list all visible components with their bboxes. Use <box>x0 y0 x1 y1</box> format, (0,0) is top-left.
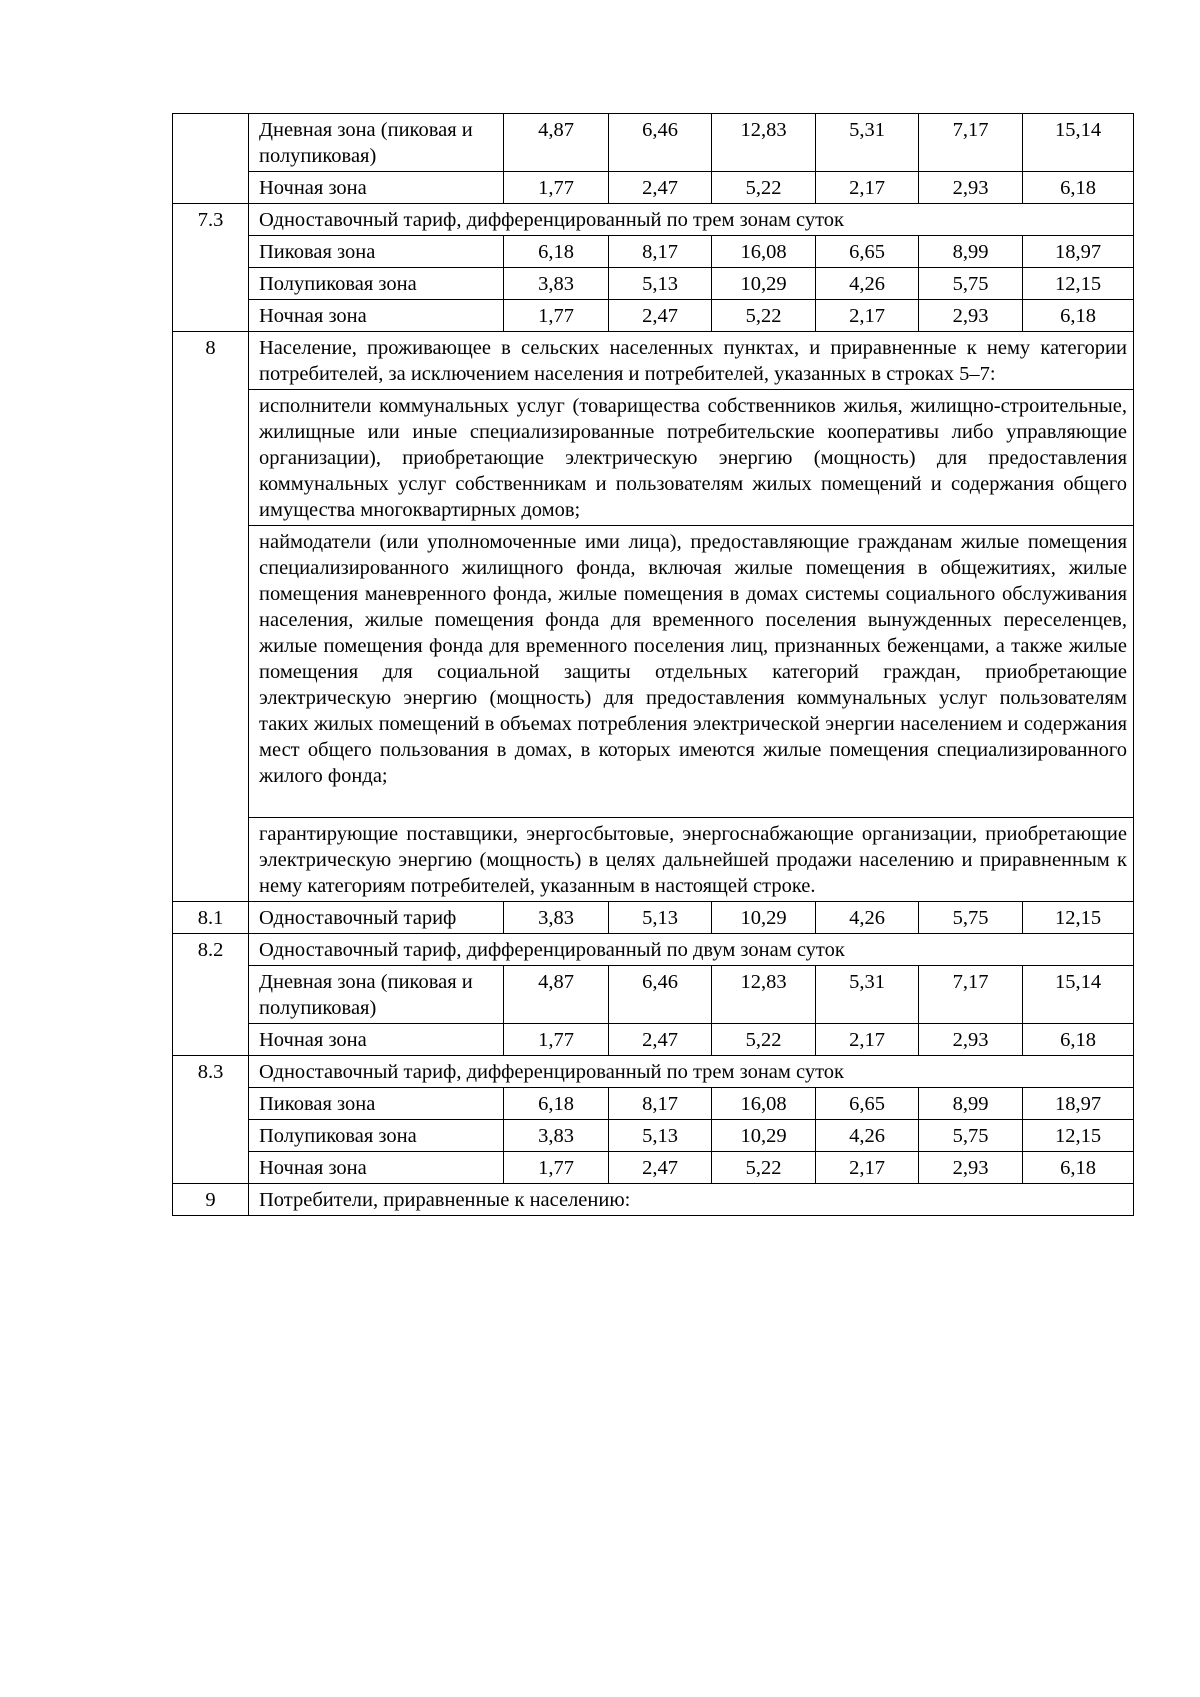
tariff-value: 16,08 <box>712 236 816 268</box>
tariff-value: 12,15 <box>1023 902 1134 934</box>
tariff-value: 2,47 <box>609 1024 712 1056</box>
tariff-value: 6,65 <box>816 1088 919 1120</box>
row-number <box>173 1024 249 1056</box>
table-row <box>173 268 1134 300</box>
tariff-value: 12,15 <box>1023 1120 1134 1152</box>
tariff-value: 1,77 <box>504 1152 609 1184</box>
row-number: 8.1 <box>173 902 249 934</box>
row-label: Дневная зона (пиковая и полупиковая) <box>249 966 504 1024</box>
tariff-value: 6,18 <box>1023 300 1134 332</box>
tariff-value: 3,83 <box>504 902 609 934</box>
tariff-value: 3,83 <box>504 268 609 300</box>
row-number <box>173 818 249 902</box>
row-number <box>173 172 249 204</box>
tariff-value: 5,22 <box>712 172 816 204</box>
tariff-value: 18,97 <box>1023 236 1134 268</box>
tariff-value: 2,17 <box>816 1152 919 1184</box>
tariff-value: 18,97 <box>1023 1088 1134 1120</box>
tariff-value: 6,46 <box>609 966 712 1024</box>
row-label: Одноставочный тариф <box>249 902 504 934</box>
tariff-value: 10,29 <box>712 1120 816 1152</box>
table-row <box>173 1024 1134 1056</box>
tariff-value: 5,75 <box>919 902 1023 934</box>
tariff-value: 5,13 <box>609 1120 712 1152</box>
table-row <box>173 1120 1134 1152</box>
tariff-value: 4,26 <box>816 1120 919 1152</box>
tariff-value: 1,77 <box>504 172 609 204</box>
tariff-value: 16,08 <box>712 1088 816 1120</box>
tariff-value: 5,22 <box>712 1024 816 1056</box>
tariff-value: 8,99 <box>919 1088 1023 1120</box>
row-label: Ночная зона <box>249 300 504 332</box>
tariff-value: 7,17 <box>919 966 1023 1024</box>
row-description: Одноставочный тариф, дифференцированный по трем зонам суток <box>249 1056 1134 1088</box>
tariff-value: 2,17 <box>816 172 919 204</box>
tariff-value: 6,18 <box>1023 1024 1134 1056</box>
row-description: Население, проживающее в сельских населенных пунктах, и приравненные к нему категории потребителей, за исключением населения и потребителей, указанных в строках 5–7: <box>249 332 1134 390</box>
tariff-value: 5,22 <box>712 300 816 332</box>
tariff-value: 10,29 <box>712 902 816 934</box>
tariff-value: 6,18 <box>1023 172 1134 204</box>
row-number <box>173 236 249 268</box>
tariff-value: 2,93 <box>919 1024 1023 1056</box>
table-row <box>173 1088 1134 1120</box>
tariff-value: 3,83 <box>504 1120 609 1152</box>
tariff-table <box>172 113 1134 1216</box>
tariff-value: 8,99 <box>919 236 1023 268</box>
row-label: Пиковая зона <box>249 236 504 268</box>
row-number: 8.3 <box>173 1056 249 1088</box>
row-label: Дневная зона (пиковая и полупиковая) <box>249 114 504 172</box>
tariff-value: 4,26 <box>816 902 919 934</box>
tariff-value: 2,47 <box>609 172 712 204</box>
row-description: исполнители коммунальных услуг (товарищества собственников жилья, жилищно-строительные, жилищные или иные специализированные потребительские кооперативы либо управляющие организации), приобретающие электрическую энергию (мощность) для предоставления коммунальных услуг собственникам и пользователям жилых помещений и содержания общего имущества многоквартирных домов; <box>249 390 1134 526</box>
row-number <box>173 268 249 300</box>
tariff-value: 6,46 <box>609 114 712 172</box>
row-label: Ночная зона <box>249 1024 504 1056</box>
table-row <box>173 172 1134 204</box>
tariff-value: 2,47 <box>609 1152 712 1184</box>
table-row <box>173 902 1134 934</box>
row-description: Потребители, приравненные к населению: <box>249 1184 1134 1216</box>
tariff-value: 7,17 <box>919 114 1023 172</box>
tariff-value: 2,93 <box>919 300 1023 332</box>
tariff-value: 5,31 <box>816 114 919 172</box>
row-label: Полупиковая зона <box>249 268 504 300</box>
tariff-value: 8,17 <box>609 1088 712 1120</box>
row-number <box>173 1152 249 1184</box>
row-number: 8.2 <box>173 934 249 966</box>
table-row <box>173 332 1134 390</box>
tariff-value: 5,22 <box>712 1152 816 1184</box>
tariff-value: 5,75 <box>919 1120 1023 1152</box>
tariff-value: 4,87 <box>504 966 609 1024</box>
tariff-value: 12,83 <box>712 114 816 172</box>
row-number <box>173 1088 249 1120</box>
row-number <box>173 966 249 1024</box>
tariff-value: 1,77 <box>504 1024 609 1056</box>
tariff-value: 2,17 <box>816 1024 919 1056</box>
tariff-value: 4,87 <box>504 114 609 172</box>
tariff-value: 5,13 <box>609 902 712 934</box>
tariff-value: 1,77 <box>504 300 609 332</box>
row-label: Пиковая зона <box>249 1088 504 1120</box>
table-row <box>173 526 1134 818</box>
row-description: Одноставочный тариф, дифференцированный по двум зонам суток <box>249 934 1134 966</box>
row-number <box>173 114 249 172</box>
row-number <box>173 390 249 526</box>
tariff-value: 2,17 <box>816 300 919 332</box>
table-row <box>173 1184 1134 1216</box>
table-row <box>173 390 1134 526</box>
row-number: 7.3 <box>173 204 249 236</box>
tariff-value: 5,13 <box>609 268 712 300</box>
table-row <box>173 300 1134 332</box>
tariff-value: 10,29 <box>712 268 816 300</box>
row-label: Ночная зона <box>249 1152 504 1184</box>
table-row <box>173 934 1134 966</box>
tariff-table-body <box>173 114 1134 1216</box>
row-label: Полупиковая зона <box>249 1120 504 1152</box>
tariff-value: 6,65 <box>816 236 919 268</box>
table-row <box>173 204 1134 236</box>
row-description: гарантирующие поставщики, энергосбытовые, энергоснабжающие организации, приобретающие электрическую энергию (мощность) в целях дальнейшей продажи населению и приравненным к нему категориям потребителей, указанным в настоящей строке. <box>249 818 1134 902</box>
tariff-value: 15,14 <box>1023 966 1134 1024</box>
table-row <box>173 818 1134 902</box>
tariff-value: 12,83 <box>712 966 816 1024</box>
row-number: 8 <box>173 332 249 390</box>
table-row <box>173 1056 1134 1088</box>
row-number <box>173 1120 249 1152</box>
tariff-value: 15,14 <box>1023 114 1134 172</box>
row-number <box>173 300 249 332</box>
tariff-value: 2,47 <box>609 300 712 332</box>
tariff-value: 6,18 <box>504 1088 609 1120</box>
tariff-value: 2,93 <box>919 172 1023 204</box>
table-row <box>173 236 1134 268</box>
tariff-value: 12,15 <box>1023 268 1134 300</box>
tariff-value: 2,93 <box>919 1152 1023 1184</box>
row-number <box>173 526 249 818</box>
tariff-value: 8,17 <box>609 236 712 268</box>
row-number: 9 <box>173 1184 249 1216</box>
tariff-value: 4,26 <box>816 268 919 300</box>
tariff-value: 5,31 <box>816 966 919 1024</box>
row-description: Одноставочный тариф, дифференцированный по трем зонам суток <box>249 204 1134 236</box>
tariff-value: 5,75 <box>919 268 1023 300</box>
tariff-value: 6,18 <box>1023 1152 1134 1184</box>
table-row <box>173 1152 1134 1184</box>
row-description: наймодатели (или уполномоченные ими лица), предоставляющие гражданам жилые помещения специализированного жилищного фонда, включая жилые помещения в общежитиях, жилые помещения маневренного фонда, жилые помещения в домах системы социального обслуживания населения, жилые помещения фонда для временного поселения вынужденных переселенцев, жилые помещения фонда для временного поселения лиц, признанных беженцами, а также жилые помещения для социальной защиты отдельных категорий граждан, приобретающие электрическую энергию (мощность) для предоставления коммунальных услуг пользователям таких жилых помещений в объемах потребления электрической энергии населением и содержания мест общего пользования в домах, в которых имеются жилые помещения специализированного жилого фонда; <box>249 526 1134 818</box>
table-row <box>173 966 1134 1024</box>
tariff-value: 6,18 <box>504 236 609 268</box>
row-label: Ночная зона <box>249 172 504 204</box>
table-row <box>173 114 1134 172</box>
